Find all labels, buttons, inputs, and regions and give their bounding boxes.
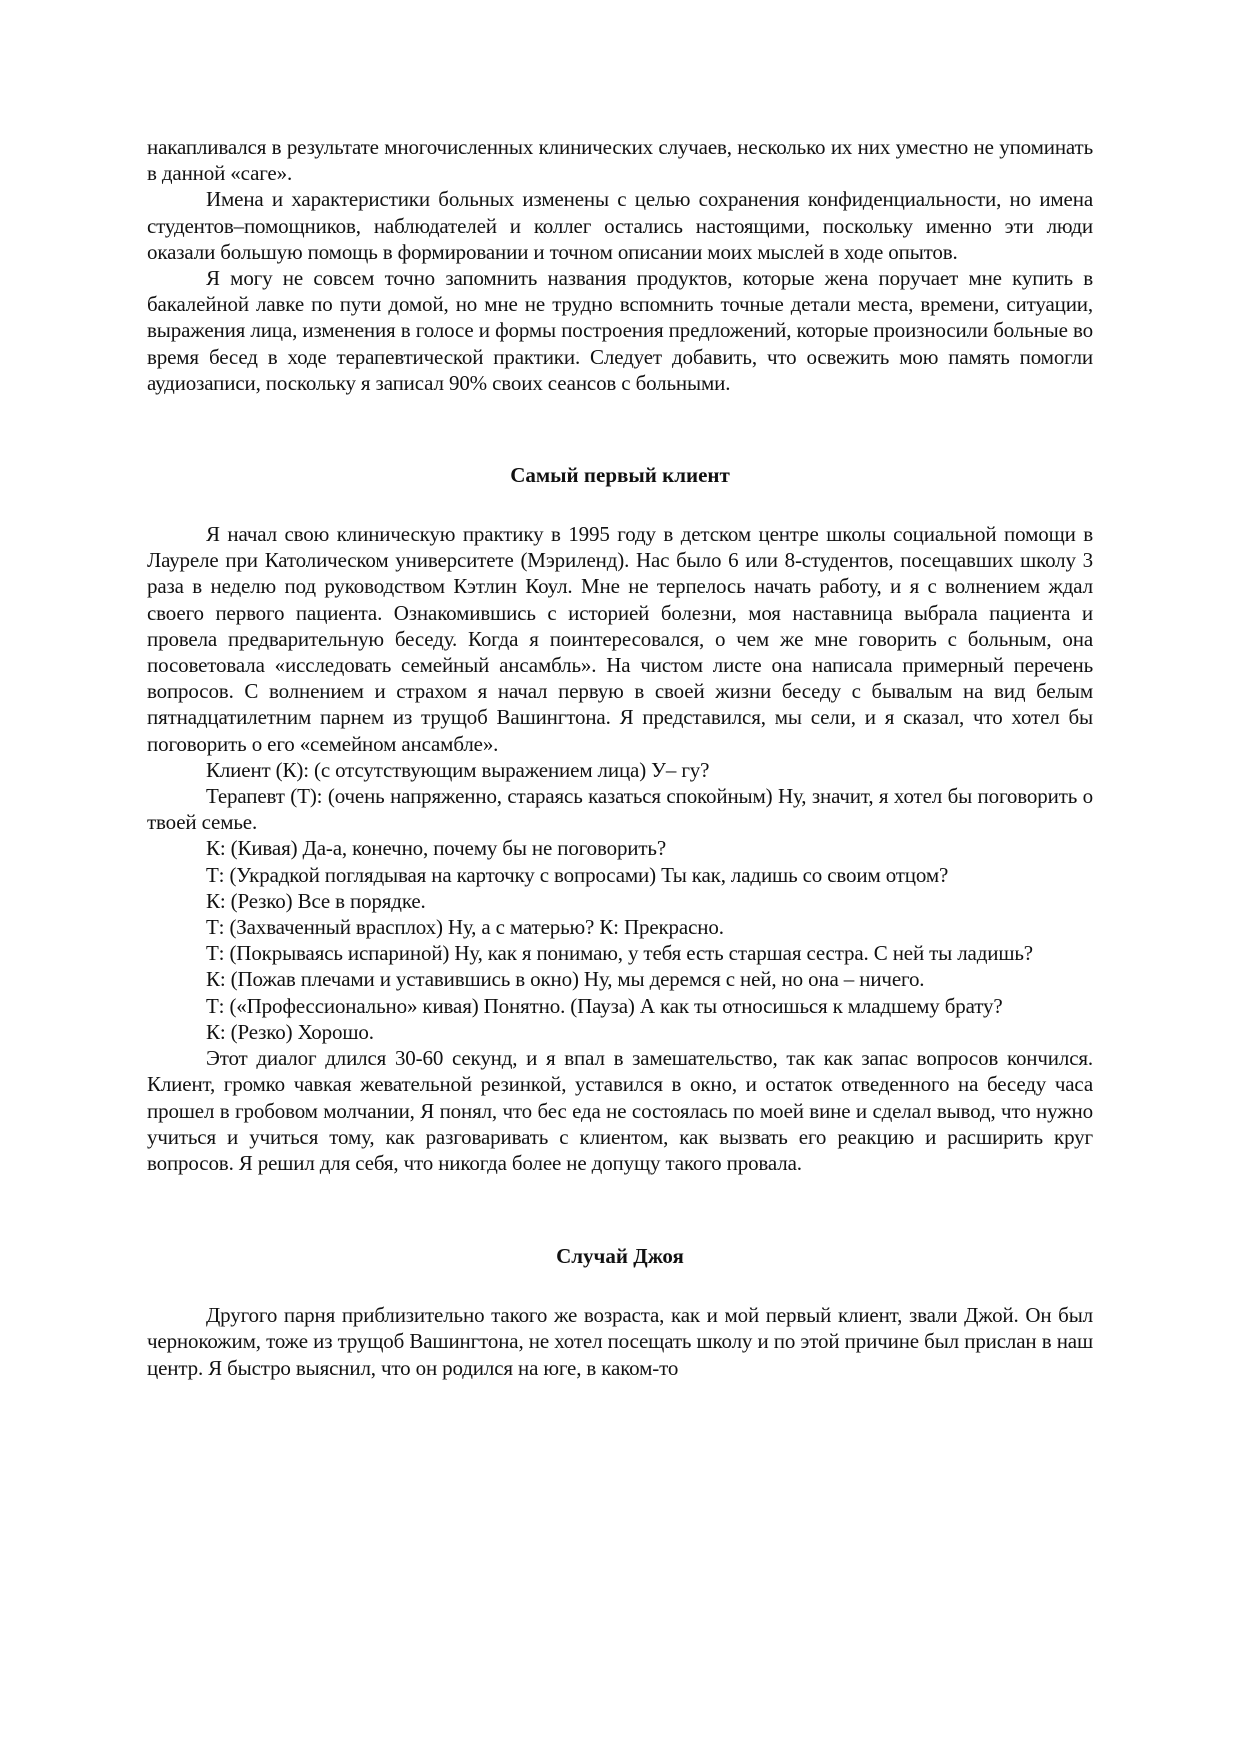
dialogue-line: Т: (Покрываясь испариной) Ну, как я понимаю, у тебя есть старшая сестра. С ней ты ладишь? <box>206 941 1033 966</box>
section-heading-joy-case: Случай Джоя <box>556 1244 684 1269</box>
dialogue-line: Терапевт (Т): (очень напряженно, стараясь казаться спокойным) Ну, значит, я хотел бы поговорить о твоей семье. <box>147 784 1093 835</box>
spacer <box>147 1269 1093 1302</box>
dialogue-line: Т: (Захваченный врасплох) Ну, а с матерью? К: Прекрасно. <box>206 915 724 940</box>
spacer <box>147 1176 1093 1243</box>
paragraph-practice-start: Я начал свою клиническую практику в 1995 году в детском центре школы социальной помощи в Лауреле при Католическом университете (Мэриленд). Нас было 6 или 8-студентов, посещавших школу 3 раза в неделю под руководством Кэтлин Коул. Мне не терпелось начать работу, и я с волнением ждал своего первого пациента. Ознакомившись с историей болезни, моя наставница выбрала пациента и провела предварительную беседу. Когда я поинтересовался, о чем же мне говорить с больным, она посоветовала «исследовать семейный ансамбль». На чистом листе она написала примерный перечень вопросов. С волнением и страхом я начал первую в своей жизни беседу с бывалым на вид белым пятнадцатилетним парнем из трущоб Вашингтона. Я представился, мы сели, и я сказал, что хотел бы поговорить о его «семейном ансамбле». <box>147 522 1093 756</box>
paragraph-memory-recordings: Я могу не совсем точно запомнить названия продуктов, которые жена поручает мне купить в бакалейной лавке по пути домой, но мне не трудно вспомнить точные детали места, времени, ситуации, выражения лица, изменения в голосе и формы построения предложений, которые произносили больные во время бесед в ходе терапевтической практики. Следует добавить, что освежить мою память помогли аудиозаписи, поскольку я записал 90% своих сеансов с больными. <box>147 266 1093 395</box>
document-page <box>147 134 1093 1381</box>
spacer <box>147 396 1093 462</box>
dialogue-line: К: (Пожав плечами и уставившись в окно) Ну, мы деремся с ней, но она – ничего. <box>206 967 925 992</box>
dialogue-line: К: (Резко) Хорошо. <box>206 1019 374 1044</box>
section-heading-first-client: Самый первый клиент <box>510 463 730 488</box>
dialogue-line: Т: («Профессионально» кивая) Понятно. (Пауза) А как ты относишься к младшему брату? <box>206 993 1003 1018</box>
spacer <box>147 488 1093 521</box>
dialogue-line: К: (Кивая) Да-а, конечно, почему бы не поговорить? <box>206 836 667 861</box>
dialogue-line: К: (Резко) Все в порядке. <box>206 888 426 913</box>
paragraph-continuation: накапливался в результате многочисленных клинических случаев, несколько их них уместно не упоминать в данной «саге». <box>147 135 1093 186</box>
dialogue-line: Клиент (К): (с отсутствующим выражением лица) У– гу? <box>206 757 710 782</box>
paragraph-dialogue-reflection: Этот диалог длился 30-60 секунд, и я впал в замешательство, так как запас вопросов кончился. Клиент, громко чавкая жевательной резинкой, уставился в окно, и остаток отведенного на беседу часа прошел в гробовом молчании, Я понял, что бес еда не состоялась по моей вине и сделал вывод, что нужно учиться и учиться тому, как разговаривать с клиентом, как вызвать его реакцию и расширить круг вопросов. Я решил для себя, что никогда более не допущу такого провала. <box>147 1046 1093 1175</box>
dialogue-line: Т: (Украдкой поглядывая на карточку с вопросами) Ты как, ладишь со своим отцом? <box>206 862 949 887</box>
paragraph-names-confidentiality: Имена и характеристики больных изменены с целью сохранения конфиденциальности, но имена студентов–помощников, наблюдателей и коллег остались настоящими, поскольку именно эти люди оказали большую помощь в формировании и точном описании моих мыслей в ходе опытов. <box>147 187 1093 264</box>
paragraph-joy-intro: Другого парня приблизительно такого же возраста, как и мой первый клиент, звали Джой. Он был чернокожим, тоже из трущоб Вашингтона, не хотел посещать школу и по этой причине был прислан в наш центр. Я быстро выяснил, что он родился на юге, в каком-то <box>147 1303 1093 1380</box>
